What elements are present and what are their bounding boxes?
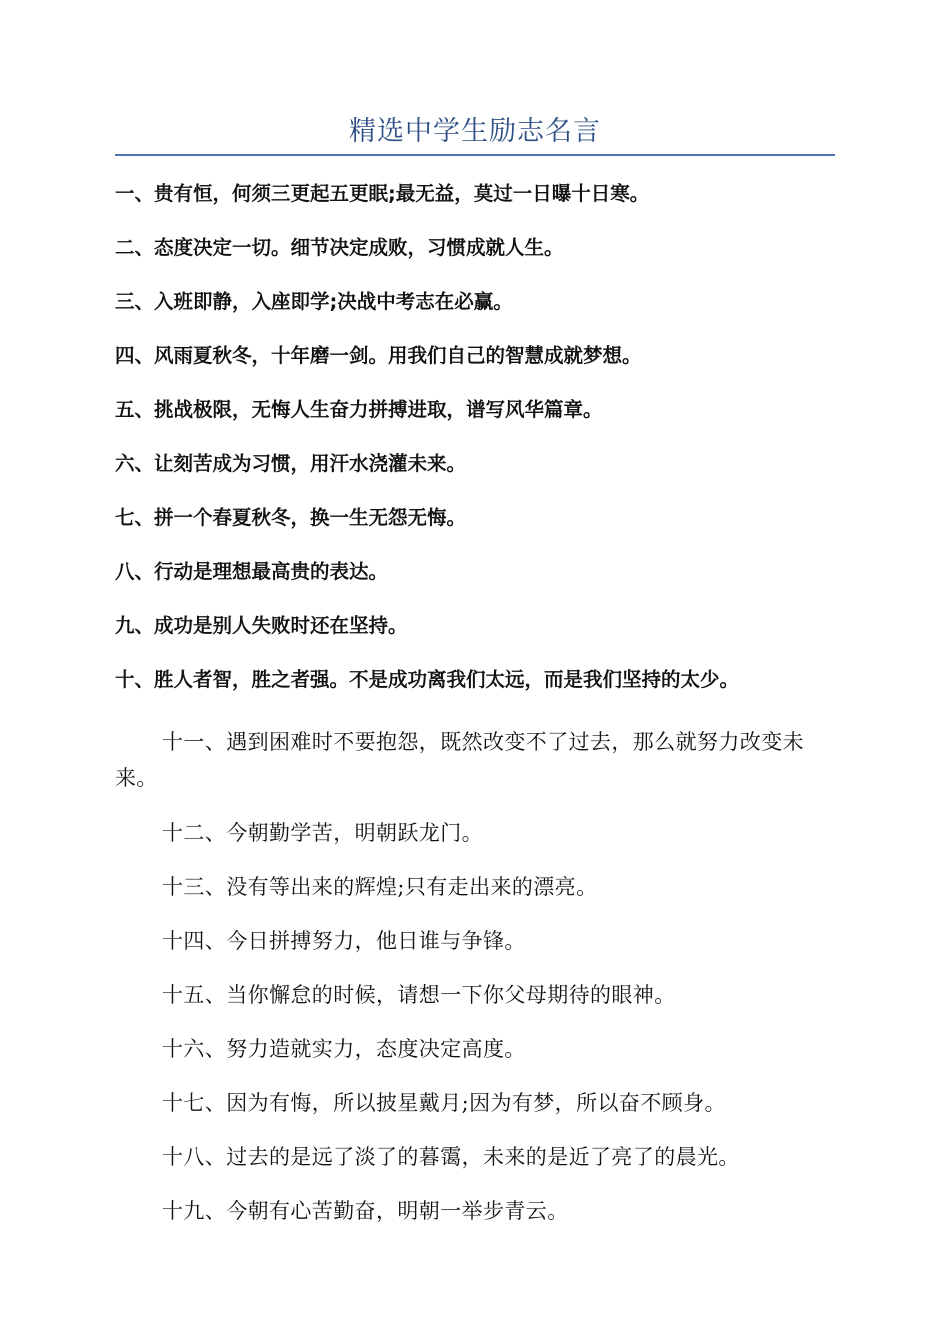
quote-item: 三、入班即静，入座即学;决战中考志在必赢。 [115,290,513,313]
quote-paragraph: 十一、遇到困难时不要抱怨，既然改变不了过去，那么就努力改变未来。 [115,730,804,790]
quote-paragraph: 十二、今朝勤学苦，明朝跃龙门。 [162,821,483,845]
quote-item: 六、让刻苦成为习惯，用汗水浇灌未来。 [115,452,467,475]
quote-paragraph: 十五、当你懈怠的时候，请想一下你父母期待的眼神。 [162,983,676,1007]
bold-quote-list [115,175,835,715]
quote-item: 七、拼一个春夏秋冬，换一生无怨无悔。 [115,506,467,529]
quote-item: 四、风雨夏秋冬，十年磨一剑。用我们自己的智慧成就梦想。 [115,344,642,367]
quote-paragraph: 十三、没有等出来的辉煌;只有走出来的漂亮。 [162,875,598,899]
quote-paragraph: 十六、努力造就实力，态度决定高度。 [162,1037,526,1061]
quote-item: 八、行动是理想最高贵的表达。 [115,560,389,583]
title-underline-divider [115,154,835,156]
quote-item: 二、态度决定一切。细节决定成败，习惯成就人生。 [115,236,564,259]
quote-item: 十、胜人者智，胜之者强。不是成功离我们太远，而是我们坚持的太少。 [115,668,740,691]
quote-item: 五、挑战极限，无悔人生奋力拼搏进取，谱写风华篇章。 [115,398,603,421]
quote-paragraph: 十七、因为有悔，所以披星戴月;因为有梦，所以奋不顾身。 [162,1091,726,1115]
quote-paragraph: 十八、过去的是远了淡了的暮霭，未来的是近了亮了的晨光。 [162,1145,740,1169]
page-title: 精选中学生励志名言 [349,116,601,147]
quote-item: 一、贵有恒，何须三更起五更眠;最无益，莫过一日曝十日寒。 [115,182,650,205]
plain-quote-list [115,724,835,1247]
quote-paragraph: 十九、今朝有心苦勤奋，明朝一举步青云。 [162,1199,569,1223]
quote-item: 九、成功是别人失败时还在坚持。 [115,614,408,637]
quote-paragraph: 十四、今日拼搏努力，他日谁与争锋。 [162,929,526,953]
